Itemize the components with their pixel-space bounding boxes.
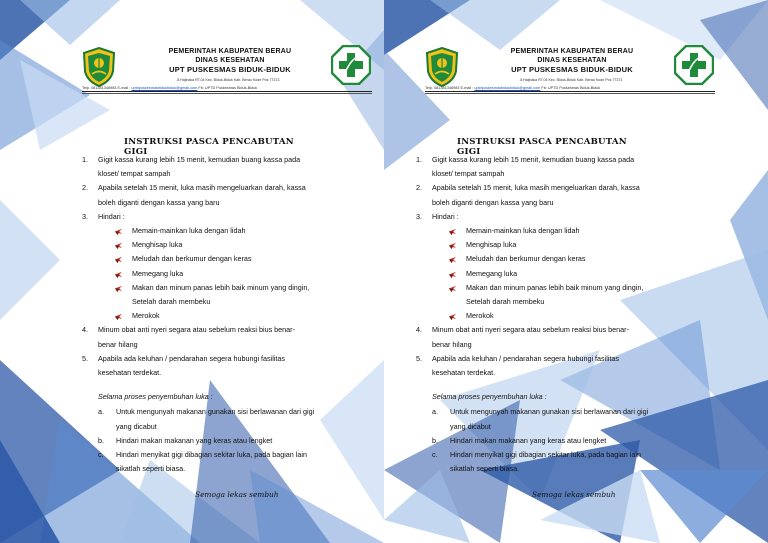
closing-wish: Semoga lekas sembuh bbox=[195, 490, 279, 499]
document-title: INSTRUKSI PASCA PENCABUTAN GIGI bbox=[457, 137, 627, 157]
avoid-item: Menghisap luka bbox=[132, 240, 183, 250]
avoid-item: Meludah dan berkumur dengan keras bbox=[466, 254, 586, 264]
contact-facebook: Fb: UPTD Puskesmas Biduk-Biduk bbox=[198, 86, 258, 90]
item-number: 5. bbox=[416, 353, 422, 363]
closing-wish: Semoga lekas sembuh bbox=[532, 490, 616, 499]
arrow-bullet-icon bbox=[448, 255, 457, 264]
item-line: Apabila setelah 15 menit, luka masih mengeluarkan darah, kassa bbox=[432, 183, 640, 193]
avoid-item: Memain-mainkan luka dengan lidah bbox=[132, 226, 246, 235]
avoid-item: Makan dan minum panas lebih baik minum yang dingin, bbox=[132, 282, 310, 292]
item-number: 1. bbox=[82, 155, 88, 164]
item-line: benar hilang bbox=[432, 339, 472, 349]
avoid-item: Setelah darah membeku bbox=[132, 297, 211, 306]
document-title: INSTRUKSI PASCA PENCABUTAN GIGI bbox=[124, 137, 294, 157]
item-line: boleh diganti dengan kassa yang baru bbox=[432, 197, 554, 207]
regency-emblem-icon bbox=[425, 47, 459, 87]
item-line: Minum obat anti nyeri segara atau sebelum reaksi bius benar- bbox=[98, 325, 295, 335]
healing-line: yang dicabut bbox=[116, 421, 157, 431]
arrow-bullet-icon bbox=[114, 284, 123, 293]
contact-facebook: Fb: UPTD Puskesmas Biduk-Biduk bbox=[541, 86, 601, 90]
item-line: Apabila ada keluhan / pendarahan segera hubungi fasilitas bbox=[98, 353, 286, 363]
arrow-bullet-icon bbox=[448, 227, 457, 236]
avoid-item: Meludah dan berkumur dengan keras bbox=[132, 254, 252, 264]
header-divider-thin bbox=[425, 93, 715, 94]
avoid-item: Memain-mainkan luka dengan lidah bbox=[466, 226, 580, 235]
healing-line: sikatlah seperti biasa. bbox=[450, 464, 520, 474]
healing-heading: Selama proses penyembuhan luka : bbox=[432, 392, 547, 402]
item-number: 1. bbox=[416, 155, 422, 164]
arrow-bullet-icon bbox=[114, 270, 123, 279]
healing-line: Untuk mengunyah makanan gunakan sisi berlawanan dari gigi bbox=[450, 407, 649, 417]
header-contact bbox=[425, 86, 715, 90]
regency-emblem-icon bbox=[82, 47, 116, 87]
header-contact bbox=[82, 86, 372, 90]
contact-phone: Telp. 081381348983 E-mail : bbox=[82, 86, 131, 90]
arrow-bullet-icon bbox=[114, 241, 123, 250]
arrow-bullet-icon bbox=[114, 312, 123, 321]
arrow-bullet-icon bbox=[448, 241, 457, 250]
item-number: 4. bbox=[82, 325, 88, 335]
avoid-item: Memegang luka bbox=[132, 268, 184, 278]
healing-line: Hindari makan makanan yang keras atau lengket bbox=[116, 435, 273, 445]
header-department: DINAS KESEHATAN bbox=[537, 57, 607, 64]
item-line: kloset/ tempat sampah bbox=[98, 169, 171, 179]
health-cross-logo-icon bbox=[674, 45, 714, 85]
arrow-bullet-icon bbox=[114, 255, 123, 264]
healing-letter: c. bbox=[432, 450, 438, 459]
header-divider bbox=[82, 91, 372, 92]
header-department: DINAS KESEHATAN bbox=[195, 57, 265, 64]
item-line: Apabila ada keluhan / pendarahan segera hubungi fasilitas bbox=[432, 353, 620, 363]
healing-line: Hindari menyikat gigi dibagian sekitar luka, pada bagian lain bbox=[116, 450, 307, 459]
healing-line: Hindari menyikat gigi dibagian sekitar luka, pada bagian lain bbox=[450, 450, 641, 459]
header-divider-thin bbox=[82, 93, 372, 94]
item-number: 5. bbox=[82, 353, 88, 363]
arrow-bullet-icon bbox=[448, 270, 457, 279]
header-address: Jl.Hajinaka RT.04 Kec. Biduk-Biduk Kab. Berau Kode Pos 77373 bbox=[519, 78, 623, 82]
contact-email[interactable]: uptdpuskesmasbidukbiduk@gmail.com bbox=[131, 86, 198, 90]
item-number: 3. bbox=[416, 211, 422, 221]
header-clinic: UPT PUSKESMAS BIDUK-BIDUK bbox=[511, 65, 633, 74]
item-line: boleh diganti dengan kassa yang baru bbox=[98, 197, 220, 207]
arrow-bullet-icon bbox=[448, 284, 457, 293]
arrow-bullet-icon bbox=[114, 227, 123, 236]
healing-letter: a. bbox=[432, 407, 438, 417]
healing-line: Hindari makan makanan yang keras atau lengket bbox=[450, 435, 607, 445]
healing-line: yang dicabut bbox=[450, 421, 491, 431]
healing-letter: b. bbox=[432, 435, 438, 445]
contact-phone: Telp. 081381348983 E-mail : bbox=[425, 86, 474, 90]
avoid-item: Setelah darah membeku bbox=[466, 297, 545, 306]
item-number: 2. bbox=[82, 183, 88, 193]
header-government: PEMERINTAH KABUPATEN BERAU bbox=[168, 48, 292, 55]
item-line: benar hilang bbox=[98, 339, 138, 349]
avoid-item: Merokok bbox=[466, 311, 494, 321]
healing-line: Untuk mengunyah makanan gunakan sisi berlawanan dari gigi bbox=[116, 407, 315, 417]
healing-heading: Selama proses penyembuhan luka : bbox=[98, 392, 213, 402]
healing-line: sikatlah seperti biasa. bbox=[116, 464, 186, 474]
arrow-bullet-icon bbox=[448, 312, 457, 321]
avoid-item: Merokok bbox=[132, 311, 160, 321]
item-line: Hindari : bbox=[432, 211, 459, 221]
header-address: Jl.Hajinaka RT.04 Kec. Biduk-Biduk Kab. Berau Kode Pos 77373 bbox=[176, 78, 280, 82]
item-number: 3. bbox=[82, 211, 88, 221]
item-line: kloset/ tempat sampah bbox=[432, 169, 505, 179]
header-government: PEMERINTAH KABUPATEN BERAU bbox=[510, 48, 634, 55]
item-number: 4. bbox=[416, 325, 422, 335]
item-line: Gigit kassa kurang lebih 15 menit, kemudian buang kassa pada bbox=[98, 155, 301, 164]
healing-letter: b. bbox=[98, 435, 104, 445]
avoid-item: Makan dan minum panas lebih baik minum yang dingin, bbox=[466, 282, 644, 292]
health-cross-logo-icon bbox=[331, 45, 371, 85]
avoid-item: Memegang luka bbox=[466, 268, 518, 278]
item-line: kesehatan terdekat. bbox=[432, 368, 496, 377]
item-line: Apabila setelah 15 menit, luka masih mengeluarkan darah, kassa bbox=[98, 183, 306, 193]
contact-email[interactable]: uptdpuskesmasbidukbiduk@gmail.com bbox=[474, 86, 541, 90]
healing-letter: a. bbox=[98, 407, 104, 417]
right-flyer bbox=[384, 0, 768, 543]
item-line: kesehatan terdekat. bbox=[98, 368, 162, 377]
header-clinic: UPT PUSKESMAS BIDUK-BIDUK bbox=[169, 65, 291, 74]
header-divider bbox=[425, 91, 715, 92]
avoid-item: Menghisap luka bbox=[466, 240, 517, 250]
healing-letter: c. bbox=[98, 450, 104, 459]
item-line: Gigit kassa kurang lebih 15 menit, kemudian buang kassa pada bbox=[432, 155, 635, 164]
item-line: Minum obat anti nyeri segara atau sebelum reaksi bius benar- bbox=[432, 325, 629, 335]
item-line: Hindari : bbox=[98, 211, 125, 221]
item-number: 2. bbox=[416, 183, 422, 193]
